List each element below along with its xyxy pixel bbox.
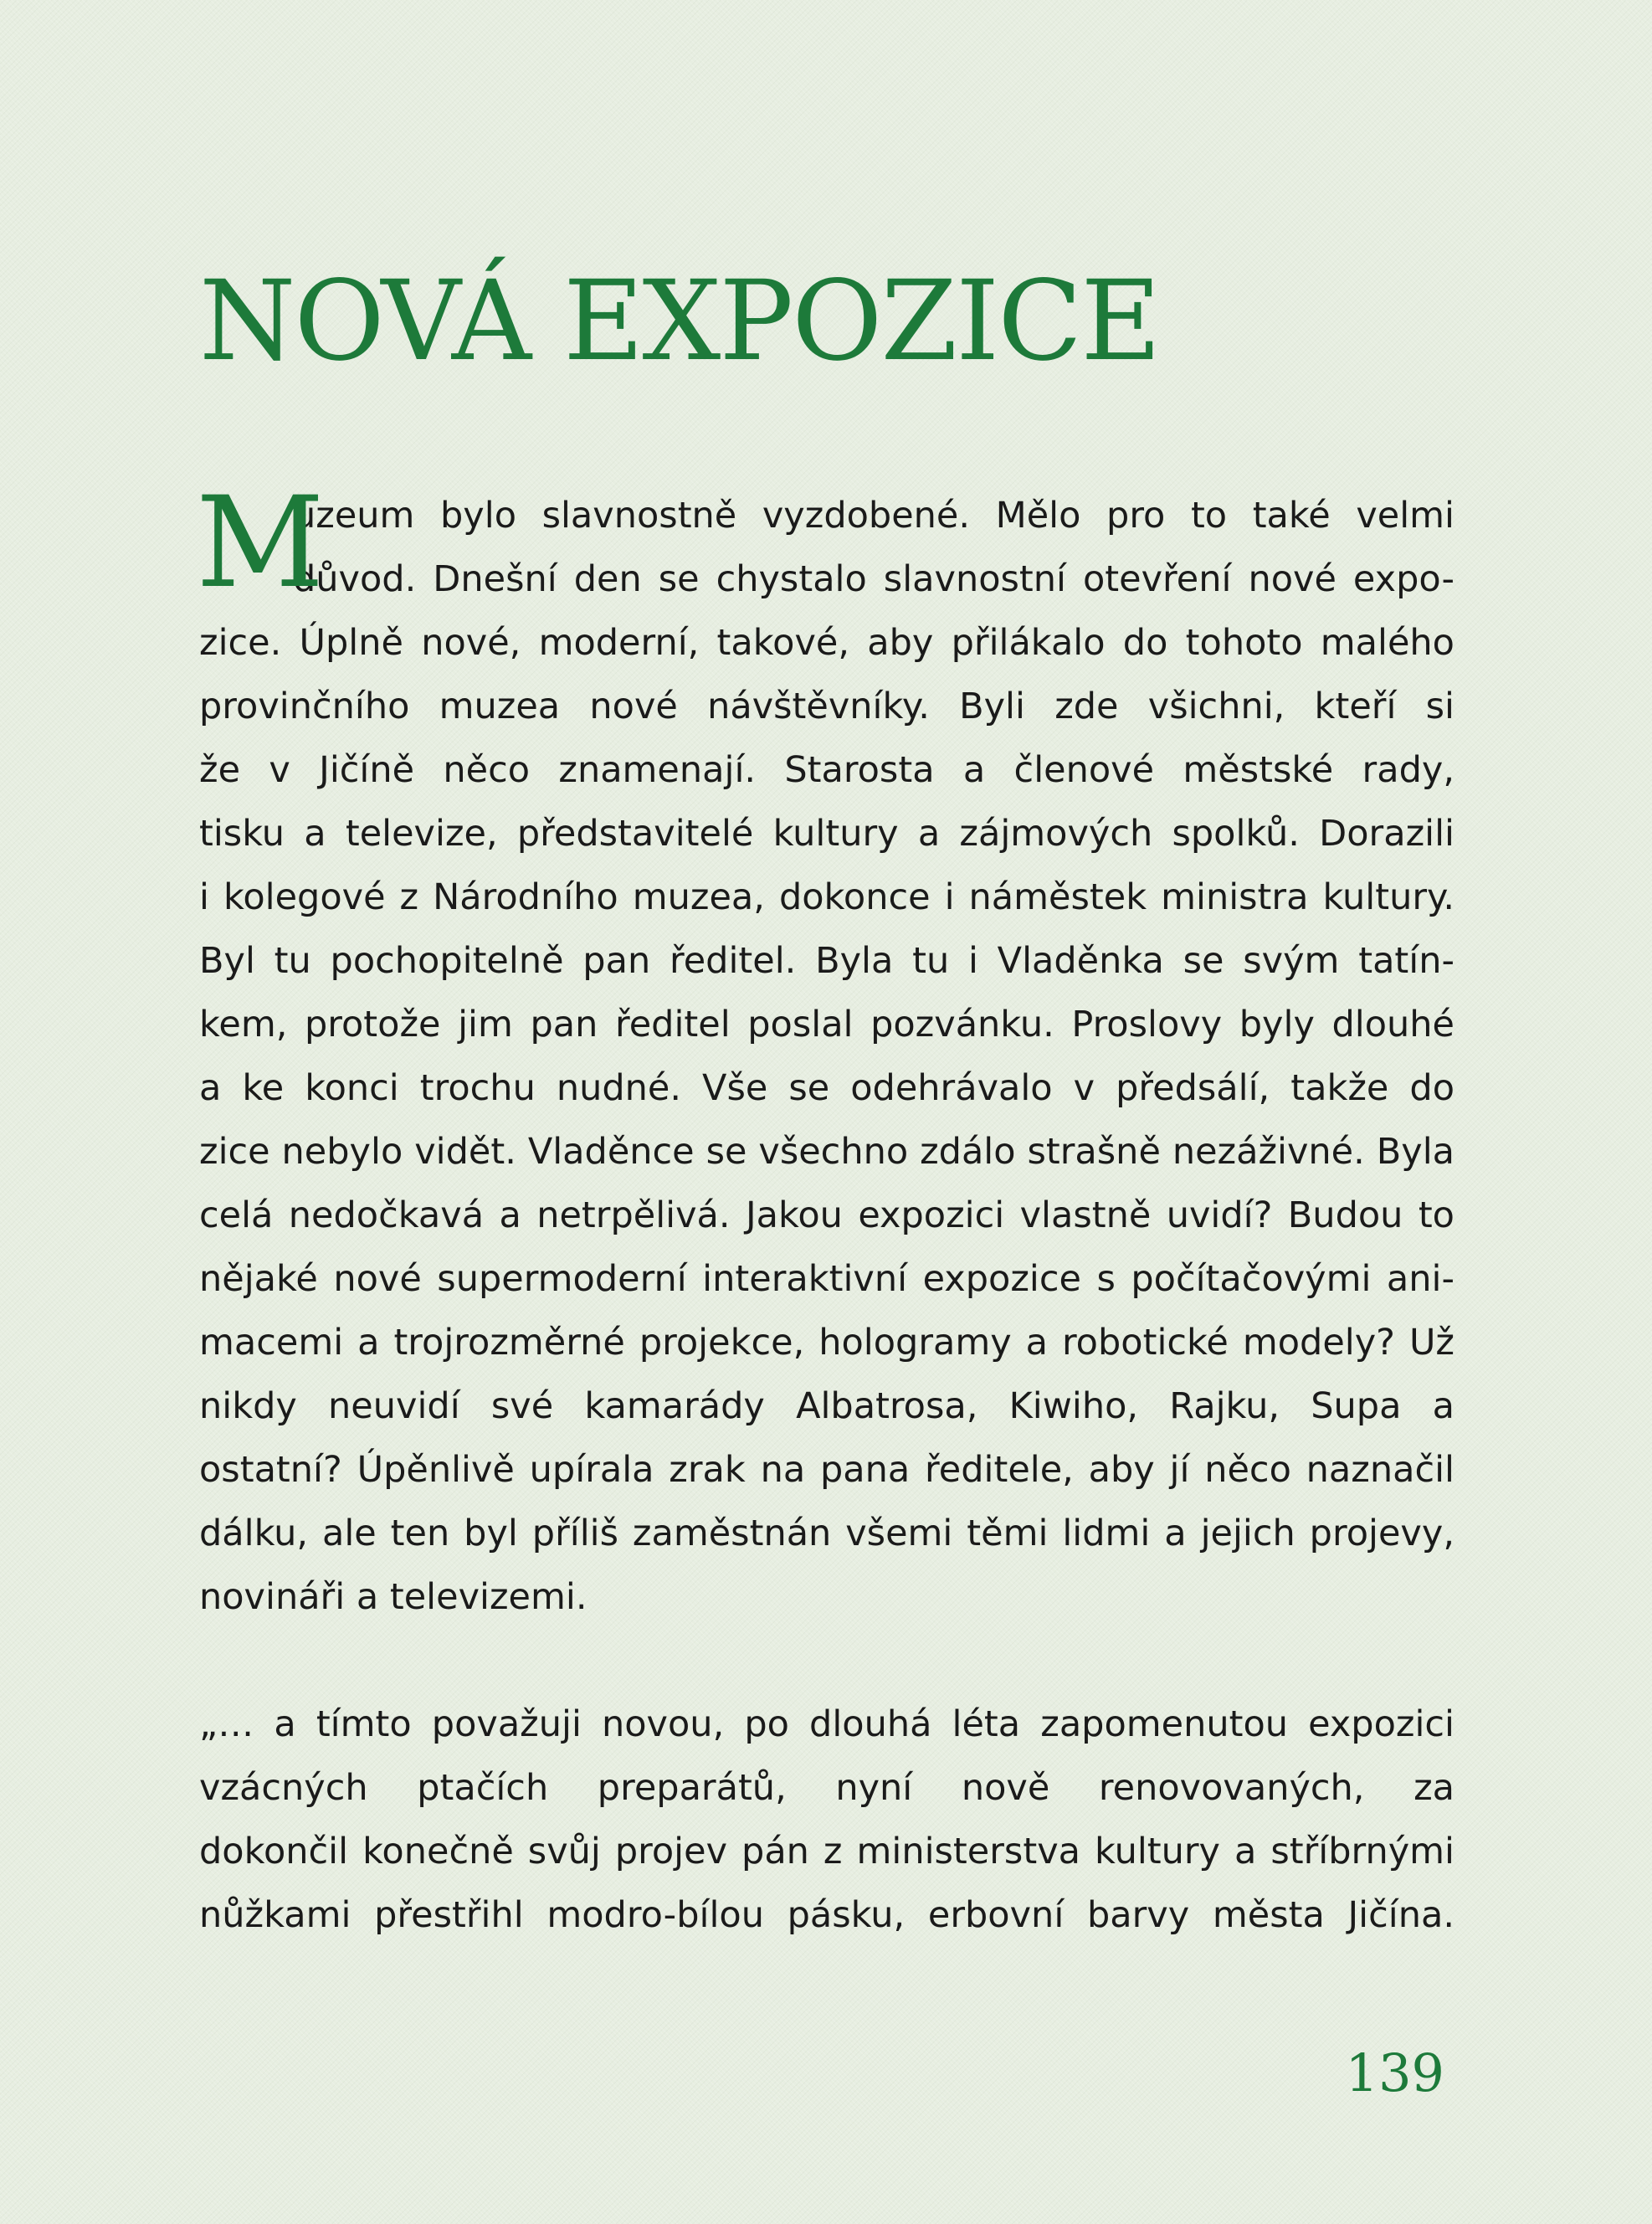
text-line: provinčního muzea nové návštěvníky. Byli zde všichni, kteří si	[199, 686, 1454, 727]
body-text	[196, 470, 1454, 1947]
drop-cap: M	[196, 470, 325, 616]
text-line: kem, protože jim pan ředitel poslal pozvánku. Proslovy byly dlouhé	[199, 1004, 1454, 1045]
text-line: novináři a televizemi.	[199, 1576, 587, 1618]
text-line: macemi a trojrozměrné projekce, hologramy a robotické modely? Už	[199, 1322, 1454, 1364]
paragraph-2	[199, 1692, 1454, 1947]
text-line: ostatní? Úpěnlivě upírala zrak na pana ředitele, aby jí něco naznačil	[199, 1449, 1454, 1491]
text-line: nůžkami přestřihl modro-bílou pásku, erbovní barvy města Jičína.	[199, 1894, 1454, 1936]
text-line: Byl tu pochopitelně pan ředitel. Byla tu i Vladěnka se svým tatín-	[199, 940, 1454, 982]
text-line: vzácných ptačích preparátů, nyní nově renovovaných, za	[199, 1767, 1454, 1809]
text-line: uzeum bylo slavnostně vyzdobené. Mělo pro to také velmi	[293, 495, 1454, 537]
text-line: důvod. Dnešní den se chystalo slavnostní otevření nové expo-	[293, 558, 1454, 600]
text-line: i kolegové z Národního muzea, dokonce i náměstek ministra kultury.	[199, 876, 1454, 918]
text-line: a ke konci trochu nudné. Vše se odehrávalo v předsálí, takže do	[199, 1067, 1454, 1109]
text-line: dálku, ale ten byl příliš zaměstnán všemi těmi lidmi a jejich projevy,	[199, 1513, 1454, 1554]
text-line: zice nebylo vidět. Vladěnce se všechno zdálo strašně nezáživné. Byla	[199, 1131, 1454, 1173]
text-line: nějaké nové supermoderní interaktivní expozice s počítačovými ani-	[199, 1258, 1454, 1300]
text-line: že v Jičíně něco znamenají. Starosta a členové městské rady,	[199, 749, 1454, 791]
text-line: „… a tímto považuji novou, po dlouhá léta zapomenutou expozici	[199, 1703, 1454, 1745]
text-line: zice. Úplně nové, moderní, takové, aby přilákalo do tohoto malého	[199, 622, 1454, 664]
text-line: dokončil konečně svůj projev pán z ministerstva kultury a stříbrnými	[199, 1831, 1454, 1872]
page-number: 139	[1345, 2042, 1444, 2103]
chapter-title: NOVÁ EXPOZICE	[199, 257, 1160, 386]
text-line: celá nedočkavá a netrpělivá. Jakou expozici vlastně uvidí? Budou to	[199, 1194, 1454, 1236]
paragraph-1	[199, 484, 1454, 1629]
text-line: tisku a televize, představitelé kultury a zájmových spolků. Dorazili	[199, 813, 1454, 855]
text-line: nikdy neuvidí své kamarády Albatrosa, Kiwiho, Rajku, Supa a	[199, 1385, 1454, 1427]
paragraph-gap	[199, 1629, 1454, 1692]
